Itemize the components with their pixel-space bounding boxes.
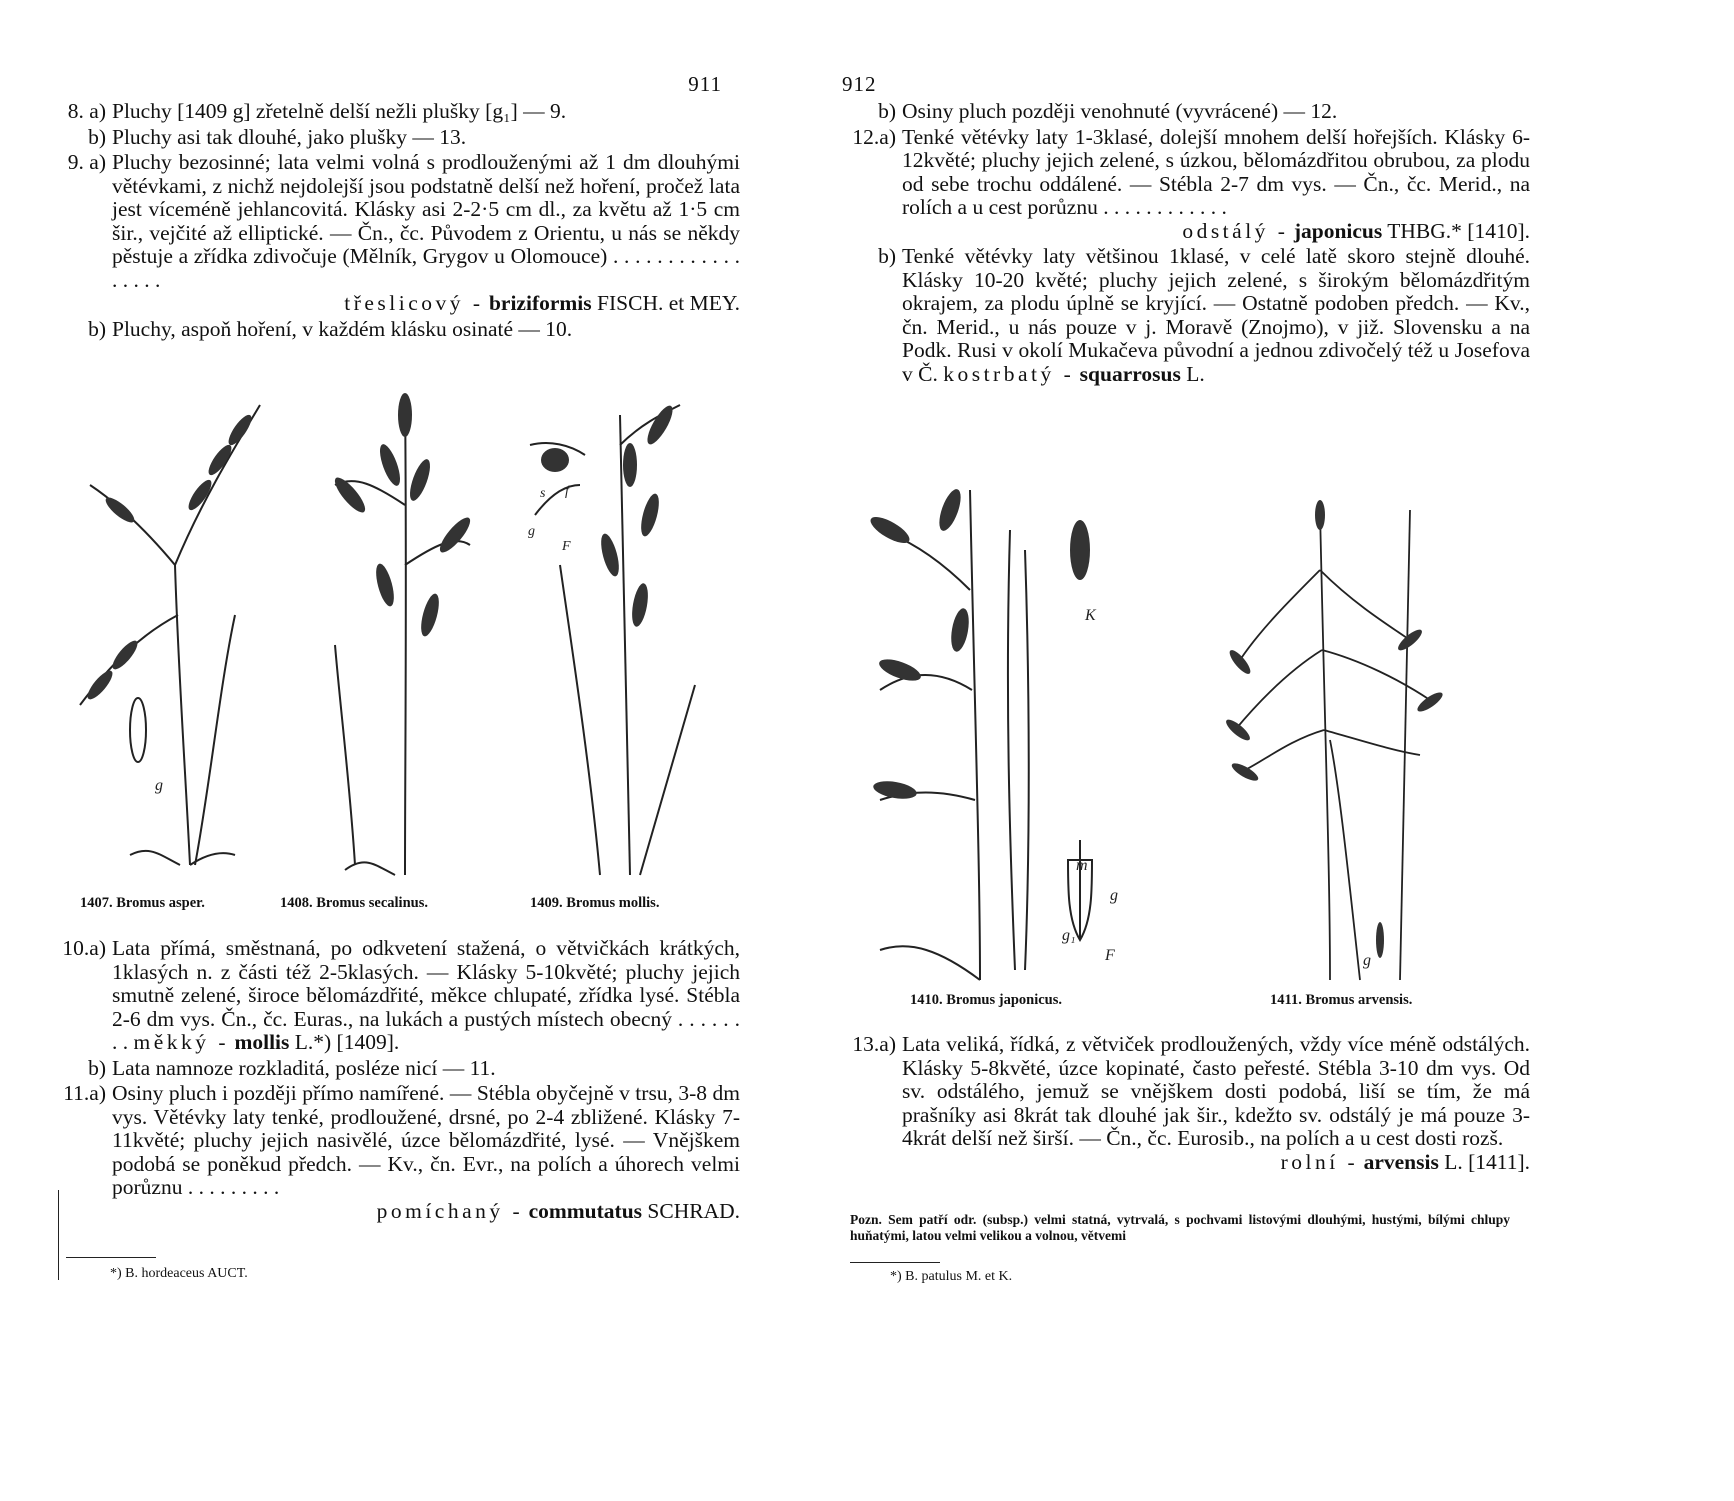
species-author: L. xyxy=(1186,361,1205,386)
figure-letter: K xyxy=(1085,607,1096,624)
figure-plates xyxy=(40,385,740,915)
footnote: *) B. hordeaceus AUCT. xyxy=(110,1266,248,1281)
figure-1410-illustration xyxy=(840,470,1140,990)
figure-letter: f xyxy=(565,484,569,499)
species-name-line xyxy=(112,1200,740,1224)
remark-note: Pozn. Sem patří odr. (subsp.) velmi statná, vytrvalá, s pochvami listovými dlouhými, hustými, bílými chlupy huňatými, latou velmi velikou a volnou, větvemi xyxy=(850,1212,1510,1243)
species-author: THBG.* [1410]. xyxy=(1387,218,1530,243)
species-author: SCHRAD. xyxy=(647,1198,740,1223)
species-name-latin: arvensis xyxy=(1363,1149,1439,1174)
figure-letter: g xyxy=(1110,887,1118,904)
entry-text: Lata namnoze rozkladitá, posléze nicí — 11. xyxy=(112,1055,496,1080)
key-entry-9a xyxy=(40,151,740,316)
left-page xyxy=(40,0,740,1343)
entry-body xyxy=(902,1033,1530,1174)
species-name-latin: mollis xyxy=(234,1030,290,1054)
figure-caption-1411: 1411. Bromus arvensis. xyxy=(1270,992,1413,1008)
entry-body xyxy=(112,1082,740,1223)
entry-text: Tenké větévky laty 1-3klasé, dolejší mnohem delší hořejších. Klásky 6-12květé; pluchy jejich zelené, s úzkou, bělomázdřitou obrubou, za plodu od sebe trochu oddálené. — Stébla 2-7 dm vys. — Čn., čc. Merid., na rolích a u cest porůznu . . . . . . . . . . . . xyxy=(902,124,1530,219)
key-entries-top xyxy=(830,100,1530,388)
entry-label: 10.a) xyxy=(62,936,106,960)
entry-body xyxy=(112,937,740,1055)
key-entry-12b xyxy=(830,245,1530,386)
key-entries-bottom xyxy=(40,937,740,1225)
entry-text: Pluchy, aspoň hoření, v každém klásku osinaté — 10. xyxy=(112,316,573,341)
species-name-line xyxy=(902,220,1530,244)
page-number: 912 xyxy=(842,72,877,96)
grass-illustration-bromus-mollis xyxy=(510,385,710,885)
figure-caption-1410: 1410. Bromus japonicus. xyxy=(910,992,1063,1008)
entry-label: 9. a) xyxy=(67,150,106,174)
species-name-latin: squarrosus xyxy=(1079,361,1181,386)
key-entry-9b xyxy=(40,318,740,342)
entry-body xyxy=(902,245,1530,386)
species-name-latin: briziformis xyxy=(488,291,592,315)
footnote-rule xyxy=(66,1257,156,1258)
species-author: L.*) [1409]. xyxy=(294,1030,400,1054)
figure-caption-1407: 1407. Bromus asper. xyxy=(80,895,205,911)
grass-illustration-bromus-asper xyxy=(60,385,270,885)
entry-text: Osiny pluch později venohnuté (vyvrácené) — 12. xyxy=(902,99,1338,123)
entry-text: Lata přímá, směstnaná, po odkvetení stažená, o větvičkách krátkých, 1klasých n. z části též 2-5klasých. — Klásky 5-10květé; pluchy jejich smutně zelené, široce bělomázdřité, měkce chlupaté, zřídka lysé. Stébla 2-6 dm vys. Čn., čc. Euras., na lukách a pustých místech obecný . . . . . . . . xyxy=(112,936,740,1054)
key-entries-top xyxy=(40,100,740,343)
entry-label: b) xyxy=(878,244,896,268)
page-number: 911 xyxy=(688,72,722,96)
key-entry-8a xyxy=(40,100,740,124)
figure-letter: g₁ xyxy=(1062,927,1076,944)
figure-letter: F xyxy=(1105,947,1115,964)
figure-letter: g xyxy=(155,777,163,794)
figure-letter: m xyxy=(1076,857,1088,874)
species-name-latin: commutatus xyxy=(528,1198,643,1223)
entry-text: Lata veliká, řídká, z větviček prodloužených, vždy více méně odstálých. Klásky 5-8květé, úzce kopinaté, často peřesté. Stébla 3-10 dm vys. Od sv. odstálého, jemuž se vnějškem dosti podobá, liší se tím, že má prašníky asi 8krát tak dlouhé jak šir., kdežto sv. odstálý je má pouze 3-4krát delší než širší. — Čn., čc. Eurosib., na polích a u cest dosti rozš. xyxy=(902,1032,1530,1150)
entry-label: b) xyxy=(88,1055,106,1080)
figure-letter: s xyxy=(540,486,546,501)
right-page xyxy=(830,0,1530,1343)
key-entry-8b xyxy=(40,126,740,150)
key-entry-10b xyxy=(40,1057,740,1081)
species-name-line xyxy=(902,1151,1530,1175)
figure-letter: F xyxy=(562,539,571,554)
grass-illustration-bromus-secalinus xyxy=(295,385,485,885)
grass-illustration-bromus-arvensis xyxy=(1220,490,1500,990)
margin-line xyxy=(58,1190,59,1280)
key-entry-11b xyxy=(830,100,1530,124)
entry-body xyxy=(902,126,1530,244)
species-name-czech: odstálý - xyxy=(1182,218,1289,243)
figure-1411-illustration xyxy=(1220,490,1500,990)
species-author: L. [1411]. xyxy=(1444,1149,1530,1174)
key-entry-10a xyxy=(40,937,740,1055)
figure-caption-1409: 1409. Bromus mollis. xyxy=(530,895,660,911)
entry-text: Osiny pluch i později přímo namířené. — Stébla obyčejně v trsu, 3-8 dm vys. Větévky laty tenké, prodloužené, drsné, po 2-4 zbližené. Klásky 7-11květé; pluchy jejich nasivělé, úzce bělomázdřité, lysé. — Vnějškem podobá se poněkud předch. — Kv., čn. Evr., na polích a úhorech velmi porůznu . . . . . . . . . xyxy=(112,1081,740,1199)
entry-label: b) xyxy=(88,124,106,149)
entry-body xyxy=(112,151,740,316)
key-entry-13a xyxy=(830,1033,1530,1174)
figure-plates xyxy=(830,450,1530,1010)
entry-label: 11.a) xyxy=(63,1081,106,1105)
entry-label: 13.a) xyxy=(852,1032,896,1056)
figure-letter: g xyxy=(528,524,535,539)
key-entry-12a xyxy=(830,126,1530,244)
entry-text: Tenké větévky laty většinou 1klasé, v celé latě skoro stejně dlouhé. Klásky 10-20 květé; pluchy jejich zelené, s širokým bělomázdřitým okrajem, za plodu úplně se kryjící. — Ostatně podoben předch. — Kv., čn. Merid., u nás pouze v j. Moravě (Znojmo), v již. Slovensku a na Podk. Rusi v okolí Mukačeva původní a jednou zdivočelý též u Josefova v Č. xyxy=(902,244,1530,386)
footnote: *) B. patulus M. et K. xyxy=(890,1269,1013,1284)
entry-text: Pluchy asi tak dlouhé, jako plušky — 13. xyxy=(112,124,467,149)
entry-label: b) xyxy=(88,316,106,341)
entry-label: 8. a) xyxy=(67,99,106,123)
grass-illustration-bromus-japonicus xyxy=(840,470,1140,990)
species-name-latin: japonicus xyxy=(1293,218,1383,243)
entry-label: b) xyxy=(878,99,896,123)
entry-text: Pluchy bezosinné; lata velmi volná s prodlouženými až 1 dm dlouhými větévkami, z nichž nejdolejší jsou podstatně delší než hoření, pročež lata jest víceméně jehlancovitá. Klásky asi 2-2·5 cm dl., za květu až 1·5 cm šir., vejčité až elliptické. — Čn., čc. Původem z Orientu, u nás se někdy pěstuje a zřídka zdivočuje (Mělník, Grygov u Olomouce) . . . . . . . . . . . . . . . . . xyxy=(112,150,740,292)
entry-label: 12.a) xyxy=(852,124,896,149)
key-entries-bottom xyxy=(830,1033,1530,1176)
species-name-czech: třeslicový - xyxy=(344,291,484,315)
species-name-czech: rolní - xyxy=(1280,1149,1359,1174)
figure-1409-illustration xyxy=(510,385,710,885)
key-entry-11a xyxy=(40,1082,740,1223)
figure-1408-illustration xyxy=(295,385,485,885)
species-author: FISCH. et MEY. xyxy=(597,291,740,315)
footnote-rule xyxy=(850,1262,940,1263)
figure-caption-1408: 1408. Bromus secalinus. xyxy=(280,895,428,911)
species-name-czech: kostrbatý - xyxy=(943,361,1075,386)
species-name-czech: pomíchaný - xyxy=(376,1198,524,1223)
entry-text: Pluchy [1409 g] zřetelně delší nežli plušky [g₁] — 9. xyxy=(112,99,567,123)
figure-1407-illustration xyxy=(60,385,270,885)
figure-letter: g xyxy=(1363,952,1371,969)
species-name-czech: měkký - xyxy=(133,1030,230,1054)
species-name-line xyxy=(112,292,740,316)
